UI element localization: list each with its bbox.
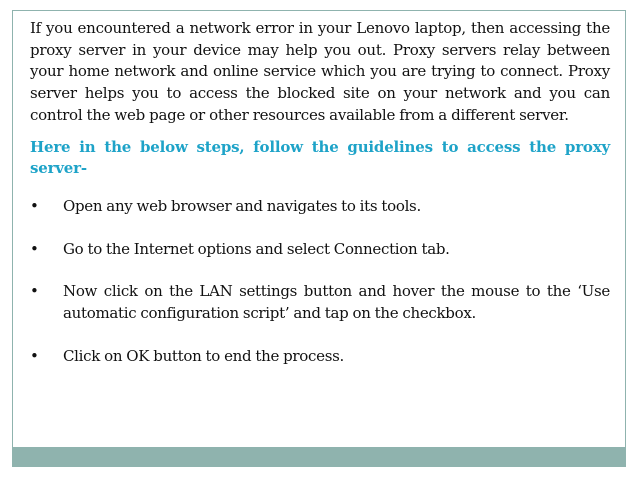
step-text: Go to the Internet options and select Connection tab. — [63, 239, 450, 258]
intro-paragraph: If you encountered a network error in your Lenovo laptop, then accessing the proxy server in your device may help you out. Proxy servers relay between your home network and online service which you are trying to connect. Proxy server helps you to access the blocked site on your network and you can control the web page or other resources available from a different server. — [30, 19, 610, 124]
step-text: Open any web browser and navigates to its tools. — [63, 196, 421, 215]
step-text: Click on OK button to end the process. — [63, 346, 344, 365]
list-item — [30, 281, 610, 324]
bullet-icon: • — [30, 346, 39, 365]
bullet-icon: • — [30, 196, 39, 215]
steps-list — [30, 196, 610, 368]
step-text: Now click on the LAN settings button and hover the mouse to the ‘Use automatic configuration script’ and tap on the checkbox. — [63, 282, 610, 323]
list-item — [30, 346, 610, 368]
bullet-icon: • — [30, 239, 39, 258]
slide-content — [30, 18, 610, 388]
bullet-icon: • — [30, 282, 39, 301]
footer-accent-bar — [13, 447, 625, 466]
section-heading: Here in the below steps, follow the guidelines to access the proxy server- — [30, 137, 610, 178]
slide — [12, 10, 626, 467]
list-item — [30, 239, 610, 261]
list-item — [30, 196, 610, 218]
